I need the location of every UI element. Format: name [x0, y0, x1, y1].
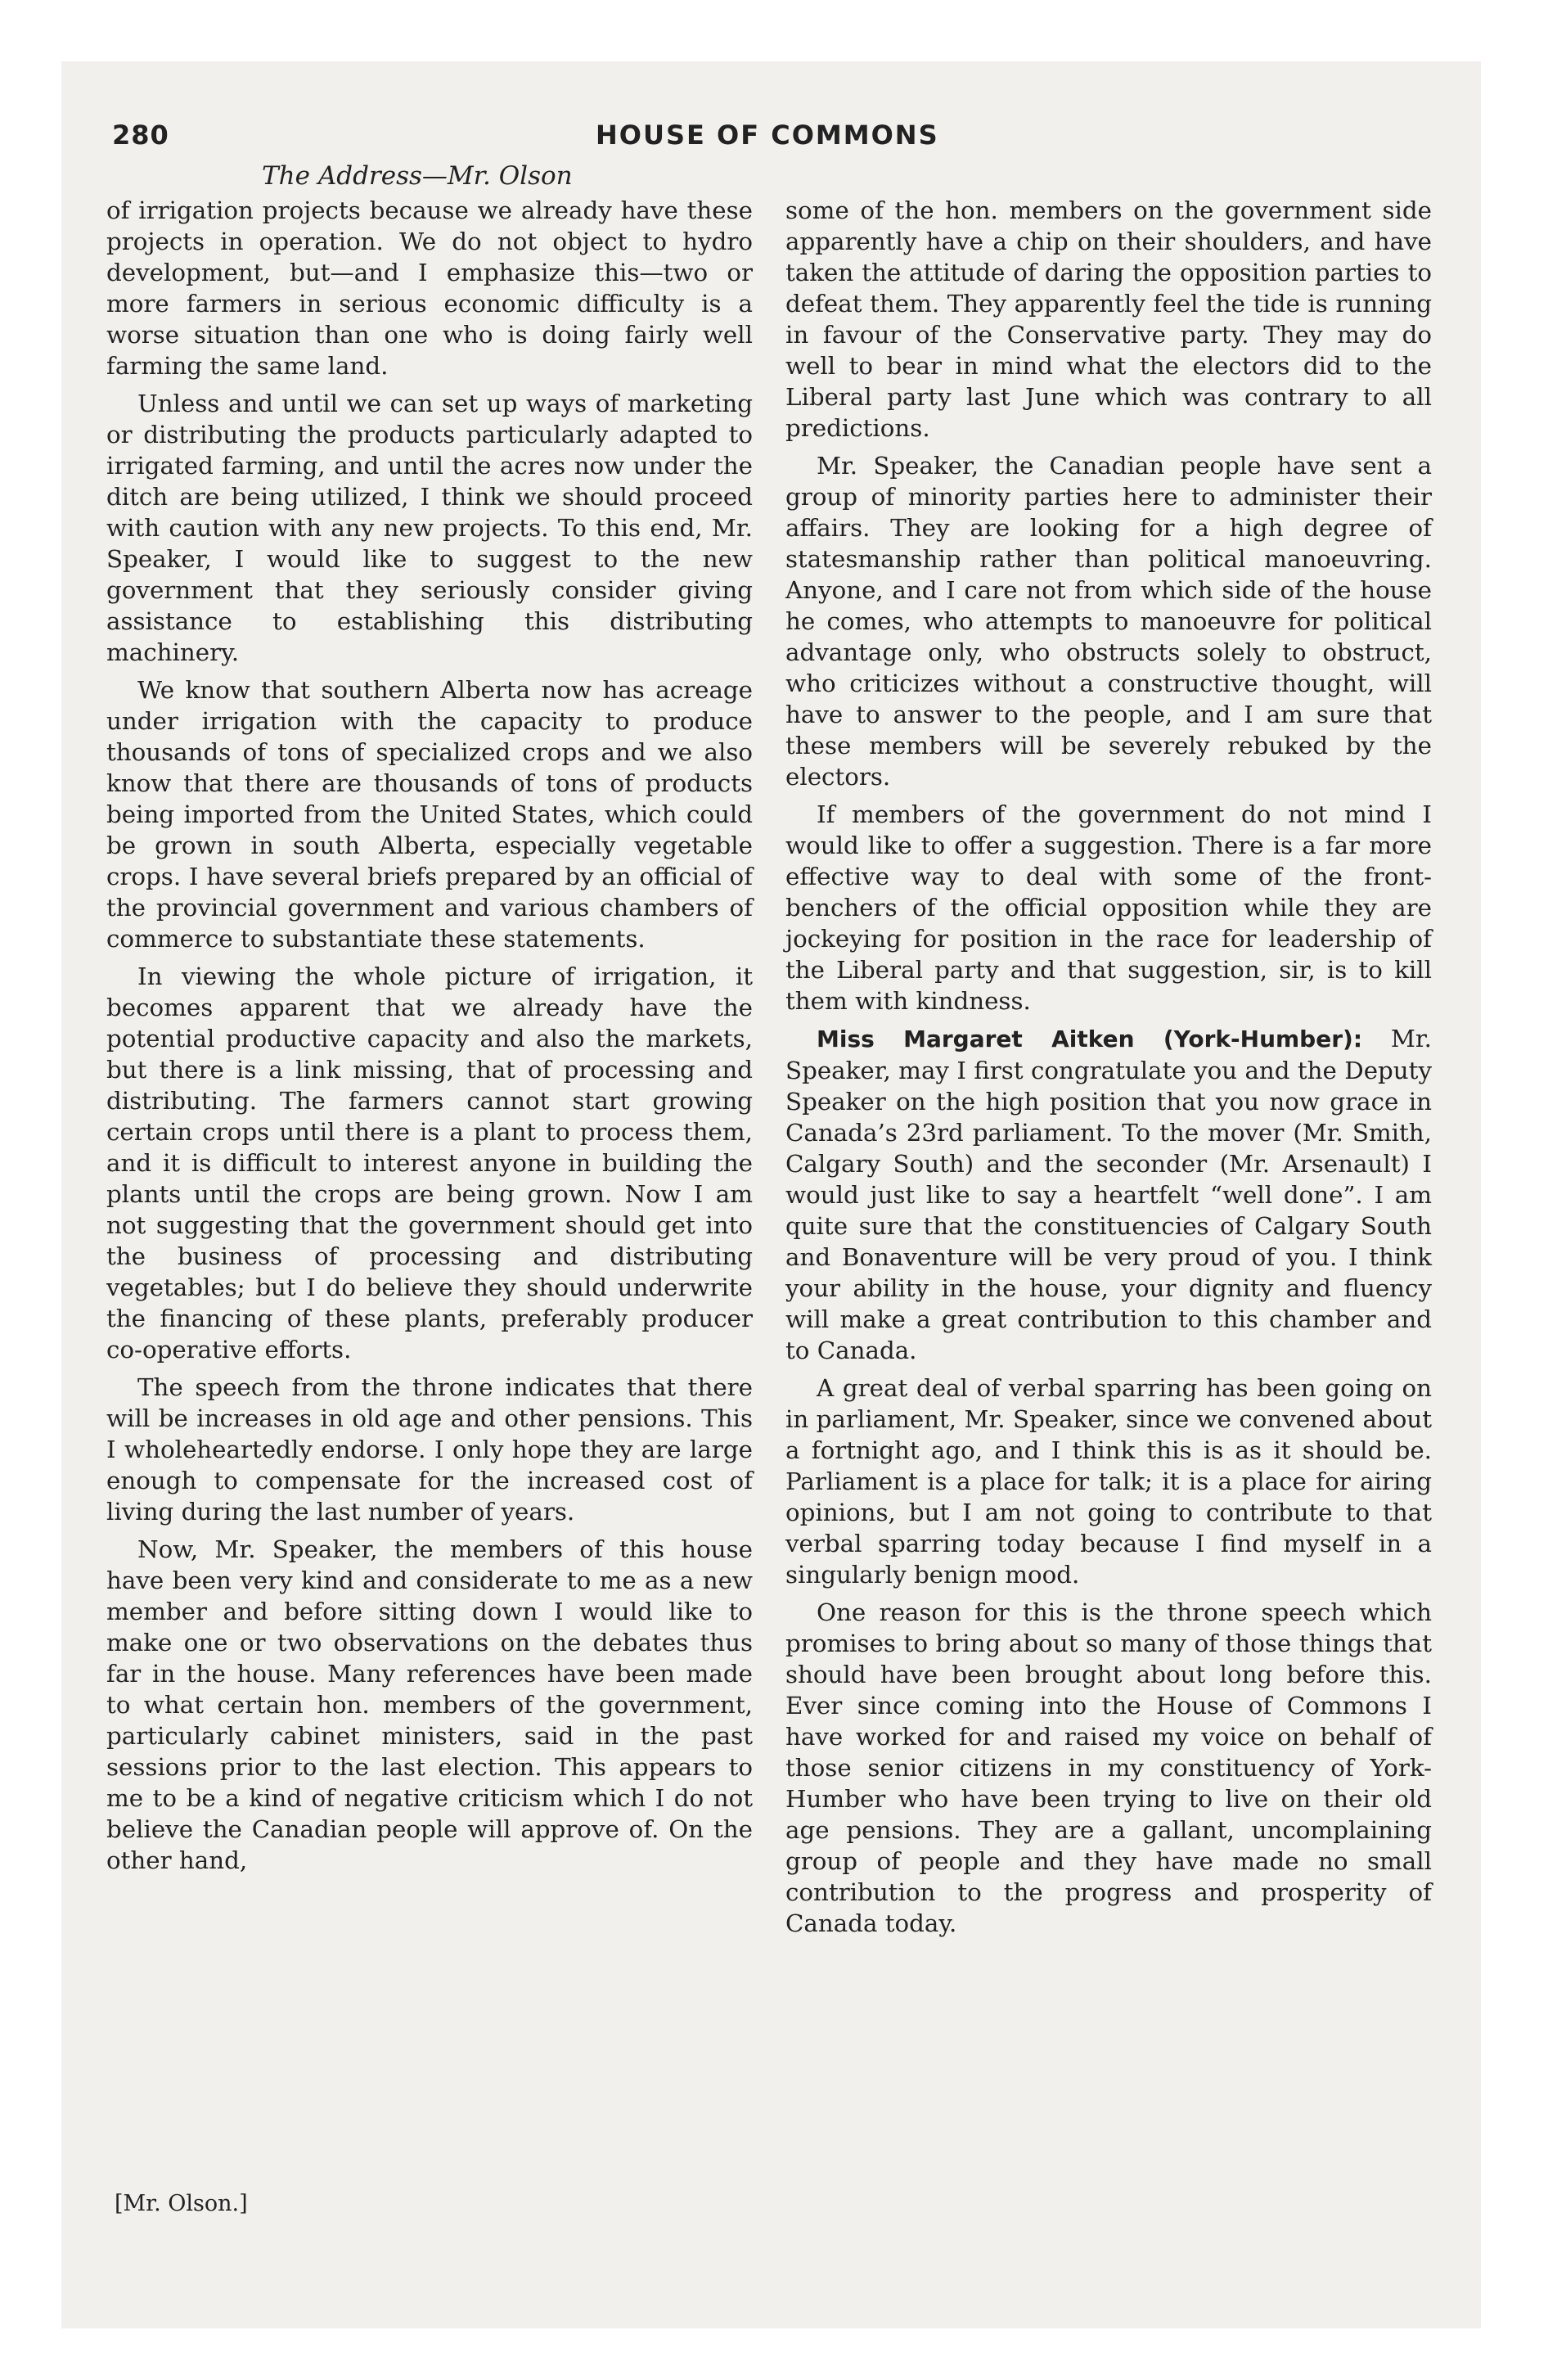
paragraph: One reason for this is the throne speech which promises to bring about so many of those things that should have been brought about long before this. Ever since coming into the House of Commons I have worked for and raised my voice on behalf of those senior citizens in my constituency of York-Humber who have been trying to live on their old age pensions. They are a gallant, uncomplaining group of people and they have made no small contribution to the progress and prosperity of Canada today.: [785, 1598, 1432, 1937]
paragraph: Mr. Speaker, the Canadian people have sent a group of minority parties here to administer their affairs. They are looking for a high degree of statesmanship rather than political manoeuvring. Anyone, and I care not from which side of the house he comes, who attempts to manoeuvre for political advantage only, who obstructs solely to obstruct, who criticizes without a constructive thought, will have to answer to the people, and I am sure that these members will be severely rebuked by the electors.: [785, 452, 1432, 791]
page-number: 280: [112, 119, 169, 151]
speech-text: Mr. Speaker, may I first congratulate you and the Deputy Speaker on the high position that you now grace in Canada’s 23rd parliament. To the mover (Mr. Smith, Calgary South) and the seconder (Mr. Arsenault) I would just like to say a heartfelt “well done”. I am quite sure that the constituencies of Calgary South and Bonaventure will be very proud of you. I think your ability in the house, your dignity and fluency will make a great contribution to this chamber and to Canada.: [785, 1025, 1432, 1364]
speech-paragraph: [785, 1023, 1432, 1366]
paragraph: of irrigation projects because we already have these projects in operation. We do not object to hydro development, but—and I emphasize this—two or more farmers in serious economic difficulty is a worse situation than one who is doing fairly well farming the same land.: [106, 196, 753, 380]
footer-speaker-tag: [Mr. Olson.]: [115, 2191, 248, 2216]
speaker-name: Miss Margaret Aitken (York-Humber):: [817, 1025, 1363, 1053]
paragraph: some of the hon. members on the government side apparently have a chip on their shoulders, and have taken the attitude of daring the opposition parties to defeat them. They apparently feel the tide is running in favour of the Conservative party. They may do well to bear in mind what the electors did to the Liberal party last June which was contrary to all predictions.: [785, 196, 1432, 442]
paragraph: Unless and until we can set up ways of marketing or distributing the products particularly adapted to irrigated farming, and until the acres now under the ditch are being utilized, I think we should proceed with caution with any new projects. To this end, Mr. Speaker, I would like to suggest to the new government that they seriously consider giving assistance to establishing this distributing machinery.: [106, 390, 753, 666]
paragraph: A great deal of verbal sparring has been going on in parliament, Mr. Speaker, since we convened about a fortnight ago, and I think this is as it should be. Parliament is a place for talk; it is a place for airing opinions, but I am not going to contribute to that verbal sparring today because I find myself in a singularly benign mood.: [785, 1374, 1432, 1589]
paragraph: The speech from the throne indicates that there will be increases in old age and other pensions. This I wholeheartedly endorse. I only hope they are large enough to compensate for the increased cost of living during the last number of years.: [106, 1373, 753, 1526]
paragraph: In viewing the whole picture of irrigation, it becomes apparent that we already have the potential productive capacity and also the markets, but there is a link missing, that of processing and distributing. The farmers cannot start growing certain crops until there is a plant to process them, and it is difficult to interest anyone in building the plants until the crops are being grown. Now I am not suggesting that the government should get into the business of processing and distributing vegetables; but I do believe they should underwrite the financing of these plants, preferably producer co-operative efforts.: [106, 962, 753, 1364]
running-head: HOUSE OF COMMONS: [596, 119, 939, 151]
paragraph: Now, Mr. Speaker, the members of this house have been very kind and considerate to me as a new member and before sitting down I would like to make one or two observations on the debates thus far in the house. Many references have been made to what certain hon. members of the government, particularly cabinet ministers, said in the past sessions prior to the last election. This appears to me to be a kind of negative criticism which I do not believe the Canadian people will approve of. On the other hand,: [106, 1535, 753, 1874]
paragraph: We know that southern Alberta now has acreage under irrigation with the capacity to produce thousands of tons of specialized crops and we also know that there are thousands of tons of products being imported from the United States, which could be grown in south Alberta, especially vegetable crops. I have several briefs prepared by an official of the provincial government and various chambers of commerce to substantiate these statements.: [106, 676, 753, 953]
paragraph: If members of the government do not mind I would like to offer a suggestion. There is a far more effective way to deal with some of the front-benchers of the official opposition while they are jockeying for position in the race for leadership of the Liberal party and that suggestion, sir, is to kill them with kindness.: [785, 800, 1432, 1015]
section-heading: The Address—Mr. Olson: [262, 161, 573, 191]
right-column: [785, 195, 1432, 1945]
left-column: [106, 195, 753, 1882]
